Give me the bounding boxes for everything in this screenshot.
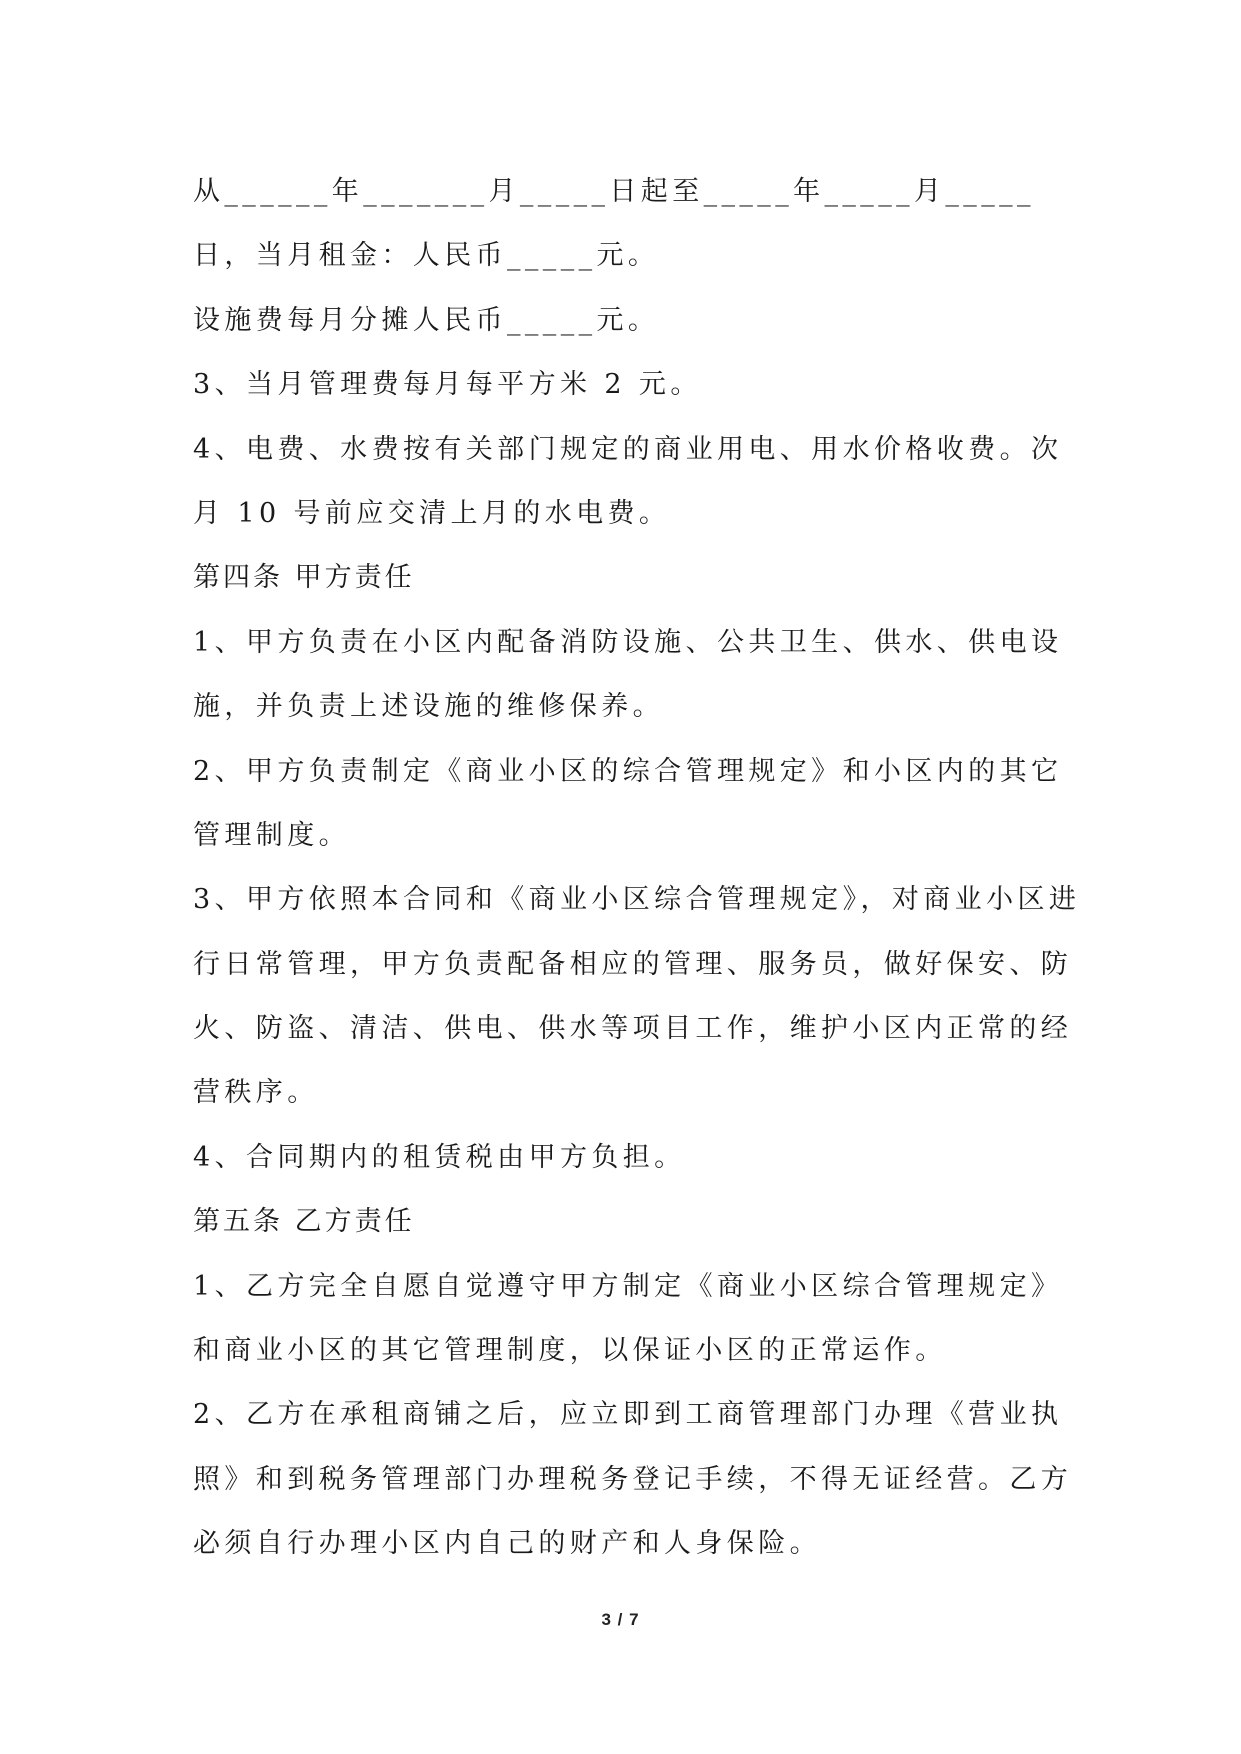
text-line: 4、电费、水费按有关部门规定的商业用电、用水价格收费。次	[193, 433, 1063, 465]
text-line: 施，并负责上述设施的维修保养。	[193, 691, 664, 723]
contract-body	[193, 160, 1081, 1577]
text-line: 照》和到税务管理部门办理税务登记手续，不得无证经营。乙方	[193, 1463, 1073, 1495]
text-line: 和商业小区的其它管理制度，以保证小区的正常运作。	[193, 1335, 947, 1367]
text-line: 1、甲方负责在小区内配备消防设施、公共卫生、供水、供电设	[193, 626, 1063, 658]
section-heading-article-4: 第四条 甲方责任	[193, 562, 415, 594]
text-line: 月 10 号前应交清上月的水电费。	[193, 497, 671, 529]
text-line: 从______年_______月_____日起至_____年_____月_____	[193, 176, 1035, 207]
text-line: 设施费每月分摊人民币_____元。	[193, 304, 660, 336]
page-number: 3 / 7	[601, 1610, 640, 1629]
text-line: 4、合同期内的租赁税由甲方负担。	[193, 1141, 686, 1173]
text-line: 2、甲方负责制定《商业小区的综合管理规定》和小区内的其它	[193, 755, 1063, 787]
text-line: 3、当月管理费每月每平方米 2 元。	[193, 369, 702, 401]
text-line: 3、甲方依照本合同和《商业小区综合管理规定》，对商业小区进	[193, 884, 1081, 916]
text-line: 2、乙方在承租商铺之后，应立即到工商管理部门办理《营业执	[193, 1399, 1063, 1431]
section-heading-article-5: 第五条 乙方责任	[193, 1206, 415, 1238]
text-line: 管理制度。	[193, 819, 350, 851]
text-line: 行日常管理，甲方负责配备相应的管理、服务员，做好保安、防	[193, 948, 1073, 980]
text-line: 1、乙方完全自愿自觉遵守甲方制定《商业小区综合管理规定》	[193, 1270, 1063, 1302]
text-line: 营秩序。	[193, 1077, 319, 1109]
text-line: 日，当月租金：人民币_____元。	[193, 240, 660, 272]
text-line: 必须自行办理小区内自己的财产和人身保险。	[193, 1528, 821, 1560]
text-line: 火、防盗、清洁、供电、供水等项目工作，维护小区内正常的经	[193, 1013, 1073, 1045]
